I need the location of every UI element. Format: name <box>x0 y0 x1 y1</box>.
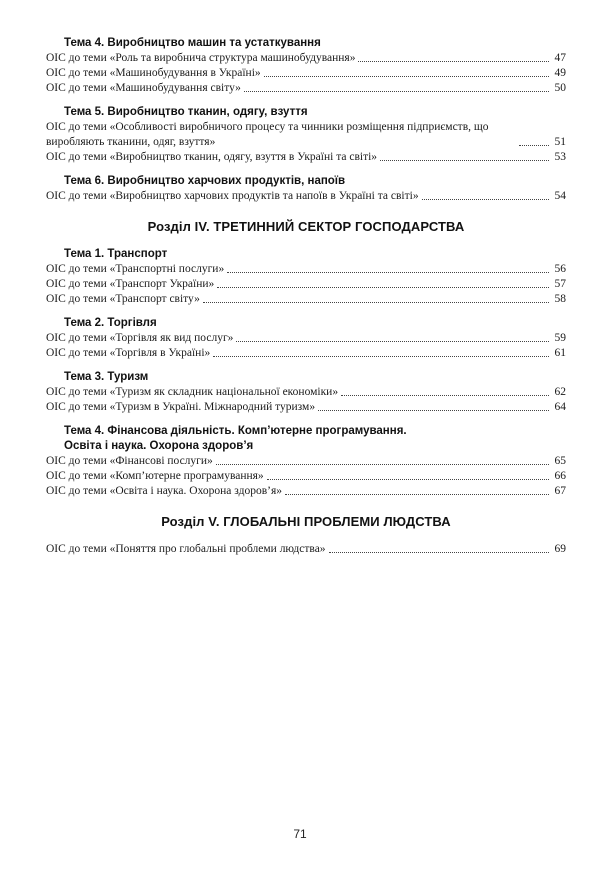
toc-entry-text: ОІС до теми «Туризм як складник національної економіки» <box>46 386 339 398</box>
dot-leader <box>285 494 549 495</box>
toc-entry-page: 50 <box>554 82 566 94</box>
toc-entry[interactable] <box>46 262 566 277</box>
topic-block-finance <box>46 424 566 499</box>
dot-leader <box>244 91 549 92</box>
toc-entry-text: ОІС до теми «Комп’ютерне програмування» <box>46 470 264 482</box>
dot-leader <box>380 160 549 161</box>
topic-title: Тема 6. Виробництво харчових продуктів, напоїв <box>64 175 346 187</box>
dot-leader <box>358 61 549 62</box>
toc-entry-page: 59 <box>554 332 566 344</box>
toc-entry-page: 49 <box>554 67 566 79</box>
topic-block-tourism <box>46 370 566 415</box>
toc-entry[interactable] <box>46 51 566 66</box>
toc-entry[interactable] <box>46 189 566 204</box>
topic-title: Тема 2. Торгівля <box>64 317 157 329</box>
toc-entry-text: ОІС до теми «Транспортні послуги» <box>46 263 225 275</box>
toc-entry[interactable] <box>46 331 566 346</box>
toc-entry-page: 62 <box>554 386 566 398</box>
dot-leader <box>318 410 549 411</box>
section-title: Розділ IV. ТРЕТИННИЙ СЕКТОР ГОСПОДАРСТВА <box>147 219 465 234</box>
toc-entry-page: 51 <box>554 136 566 148</box>
toc-entry[interactable] <box>46 120 566 150</box>
toc-entry[interactable] <box>46 81 566 96</box>
toc-entry-page: 66 <box>554 470 566 482</box>
dot-leader <box>213 356 549 357</box>
toc-entry-text: ОІС до теми «Виробництво тканин, одягу, взуття в Україні та світі» <box>46 151 378 163</box>
dot-leader <box>264 76 549 77</box>
toc-entry-page: 53 <box>554 151 566 163</box>
toc-entry-text: ОІС до теми «Машинобудування в Україні» <box>46 67 261 79</box>
topic-title-continued: Освіта і наука. Охорона здоров’я <box>64 440 254 452</box>
toc-entry[interactable] <box>46 277 566 292</box>
toc-entry-text: ОІС до теми «Особливості виробничого процесу та чинники розміщення підприємств, що виробляють тканини, одяг, взуття» <box>46 121 489 148</box>
toc-entry[interactable] <box>46 346 566 361</box>
toc-entry-page: 61 <box>554 347 566 359</box>
toc-entry-text: ОІС до теми «Торгівля в Україні» <box>46 347 211 359</box>
toc-entry[interactable] <box>46 150 566 165</box>
topic-block-transport <box>46 247 566 307</box>
toc-entry-text: ОІС до теми «Роль та виробнича структура машинобудування» <box>46 52 356 64</box>
topic-block-textiles <box>46 105 566 165</box>
toc-entry-page: 54 <box>554 190 566 202</box>
topic-block-food <box>46 174 566 204</box>
toc-entry[interactable] <box>46 292 566 307</box>
topic-block-machinery <box>46 36 566 96</box>
topic-title: Тема 1. Транспорт <box>64 248 168 260</box>
toc-entry-text: ОІС до теми «Торгівля як вид послуг» <box>46 332 234 344</box>
toc-entry-text: ОІС до теми «Транспорт світу» <box>46 293 200 305</box>
toc-entry[interactable] <box>46 400 566 415</box>
toc-entry-text: ОІС до теми «Транспорт України» <box>46 278 215 290</box>
topic-title: Тема 4. Фінансова діяльність. Комп’ютерне програмування. <box>64 425 407 437</box>
toc-entry-page: 47 <box>554 52 566 64</box>
toc-entry-page: 67 <box>554 485 566 497</box>
dot-leader <box>519 145 549 146</box>
toc-entry[interactable] <box>46 469 566 484</box>
topic-title: Тема 4. Виробництво машин та устаткування <box>64 37 321 49</box>
toc-entry-page: 64 <box>554 401 566 413</box>
topic-block-global <box>46 542 566 557</box>
dot-leader <box>216 464 549 465</box>
section-title: Розділ V. ГЛОБАЛЬНІ ПРОБЛЕМИ ЛЮДСТВА <box>161 514 451 529</box>
table-of-contents <box>46 36 566 566</box>
toc-entry[interactable] <box>46 454 566 469</box>
toc-entry[interactable] <box>46 385 566 400</box>
toc-entry-text: ОІС до теми «Машинобудування світу» <box>46 82 241 94</box>
dot-leader <box>267 479 549 480</box>
dot-leader <box>227 272 549 273</box>
dot-leader <box>217 287 549 288</box>
toc-entry-text: ОІС до теми «Туризм в Україні. Міжнародний туризм» <box>46 401 316 413</box>
dot-leader <box>329 552 549 553</box>
toc-entry-page: 65 <box>554 455 566 467</box>
page-number: 71 <box>293 827 307 841</box>
toc-entry-text: ОІС до теми «Освіта і наука. Охорона здоров’я» <box>46 485 283 497</box>
toc-entry[interactable] <box>46 66 566 81</box>
topic-title: Тема 5. Виробництво тканин, одягу, взуття <box>64 106 308 118</box>
topic-block-trade <box>46 316 566 361</box>
toc-entry-page: 58 <box>554 293 566 305</box>
toc-entry-page: 69 <box>554 543 566 555</box>
toc-entry[interactable] <box>46 542 566 557</box>
topic-title: Тема 3. Туризм <box>64 371 149 383</box>
dot-leader <box>341 395 549 396</box>
toc-entry-text: ОІС до теми «Поняття про глобальні проблеми людства» <box>46 543 326 555</box>
toc-entry-text: ОІС до теми «Фінансові послуги» <box>46 455 213 467</box>
dot-leader <box>422 199 549 200</box>
toc-entry[interactable] <box>46 484 566 499</box>
toc-entry-page: 57 <box>554 278 566 290</box>
dot-leader <box>236 341 549 342</box>
dot-leader <box>203 302 549 303</box>
toc-entry-text: ОІС до теми «Виробництво харчових продуктів та напоїв в Україні та світі» <box>46 190 419 202</box>
toc-entry-page: 56 <box>554 263 566 275</box>
